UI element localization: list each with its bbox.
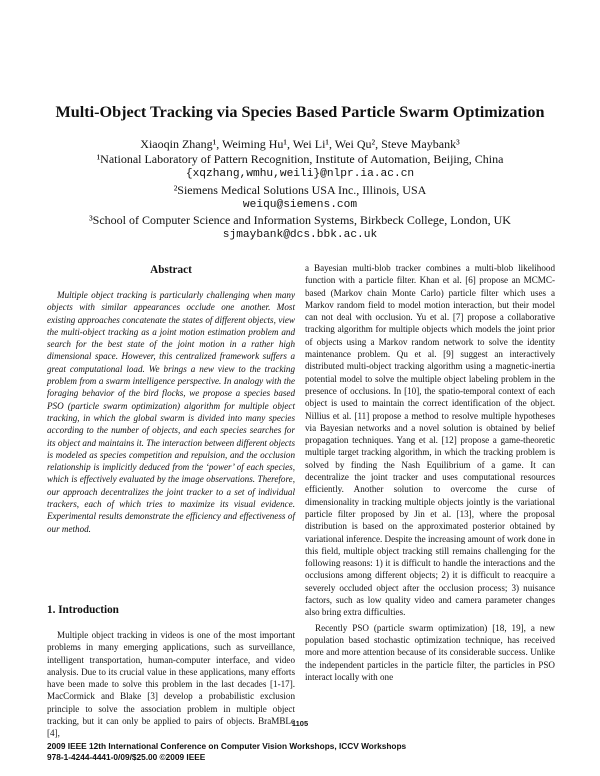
email-1: {xqzhang,wmhu,weili}@nlpr.ia.ac.cn <box>185 168 415 181</box>
related-work-paragraph: a Bayesian multi-blob tracker combines a multi-blob likelihood function with a particle filter. Khan et al. [6] propose an MCMC-based (Markov chain Monte Carlo) particle filter which uses a Markov random field to model motion interaction, but their model can not deal with occlusion. Yu et al. [7] propose a collaborative tracking algorithm for multiple objects which models the joint prior of objects using a Markov random network to solve the identity maintenance problem. Qu et al. [9] suggest an interactively distributed multi-object tracking algorithm using a magnetic-inertia potential model to solve the multiple object labeling problem in the presence of occlusions. In [10], the spatio-temporal context of each object is used to maintain the correct identification of the object. Nillius et al. [11] propose a method to resolve multiple hypotheses via Bayesian networks and a novel solution is obtained by belief propagation techniques. Yang et al. [12] propose a game-theoretic multiple target tracking algorithm, in which the tracking problem is solved by finding the Nash Equilibrium of a game. It can decentralize the joint tracker and uses computational resources efficiently. Another solution to overcome the curse of dimensionality in tracking multiple objects jointly is the variational particle filter proposed by Jin et al. [13], where the proposal distribution is based on the approximated posterior obtained by variational inference. Despite the increasing amount of work done in this field, multiple object tracking still remains challenging for the following reasons: 1) it is difficult to handle the interactions and the occlusions among different objects; 2) it is difficult to reacquire a severely occluded object after the occlusion process; 3) nuisance factors, such as low quality video and camera parameter changes also bring extra difficulties. <box>305 263 555 618</box>
pso-paragraph: Recently PSO (particle swarm optimization) [18, 19], a new population based stochastic optimization technique, has received more and more attention because of its considerable success. Unlike the independent particles in the particle filter, the particles in PSO interact locally with one <box>305 622 555 682</box>
right-column <box>305 262 555 683</box>
introduction-body: Multiple object tracking in videos is one of the most important problems in many emerging applications, such as surveillance, intelligent transportation, human-computer interface, and video analysis. Due to its crucial value in these applications, many efforts have been made to solve this problem in the last decades [1-17]. MacCormick and Blake [3] develop a probabilistic exclusion principle to solve the association problem in multiple object tracking, but it can only be applied to pairs of objects. BraMBLe [4], <box>47 630 295 739</box>
paper-title: Multi-Object Tracking via Species Based Particle Swarm Optimization <box>55 103 545 121</box>
author-names: Xiaoqin Zhang¹, Weiming Hu¹, Wei Li¹, Wei Qu², Steve Maybank³ <box>140 137 460 151</box>
affiliation-1: ¹National Laboratory of Pattern Recognition, Institute of Automation, Beijing, China <box>96 152 504 167</box>
affiliation-2: ²Siemens Medical Solutions USA Inc., Illinois, USA <box>173 182 427 197</box>
footer-conference-line: 2009 IEEE 12th International Conference on Computer Vision Workshops, ICCV Workshops <box>47 741 407 751</box>
footer-isbn-line: 978-1-4244-4441-0/09/$25.00 ©2009 IEEE <box>47 751 206 762</box>
introduction-heading: 1. Introduction <box>47 604 119 616</box>
page-number: 1105 <box>291 719 309 728</box>
abstract-body: Multiple object tracking is particularly challenging when many objects with similar appearances occlude one another. Most existing approaches concatenate the states of different objects, view the multi-object tracking as a joint motion estimation problem and search for the best state of the joint motion in a rather high dimensional space. However, this centralized framework suffers a great computational load. We brings a new view to the tracking problem from a swarm intelligence perspective. In analogy with the foraging behavior of the bird flocks, we propose a species based PSO (particle swarm optimization) algorithm for multiple object tracking, in which the global swarm is divided into many species according to the number of objects, and each species searches for its object and maintains it. The interaction between different objects is modeled as species competition and repulsion, and the occlusion relationship is implicitly deduced from the ‘power’ of each species, which is effectively evaluated by the image observations. Therefore, our approach decentralizes the joint tracker to a set of individual trackers, each of which tries to maximize its visual evidence. Experimental results demonstrate the efficiency and effectiveness of our method. <box>47 290 295 534</box>
left-column <box>47 262 295 535</box>
author-block <box>0 137 600 243</box>
abstract-heading: Abstract <box>150 264 192 276</box>
email-3: sjmaybank@dcs.bbk.ac.uk <box>222 229 378 242</box>
affiliation-3: ³School of Computer Science and Information Systems, Birkbeck College, London, UK <box>89 213 511 228</box>
email-2: weiqu@siemens.com <box>242 198 358 211</box>
conference-footer <box>47 741 406 762</box>
